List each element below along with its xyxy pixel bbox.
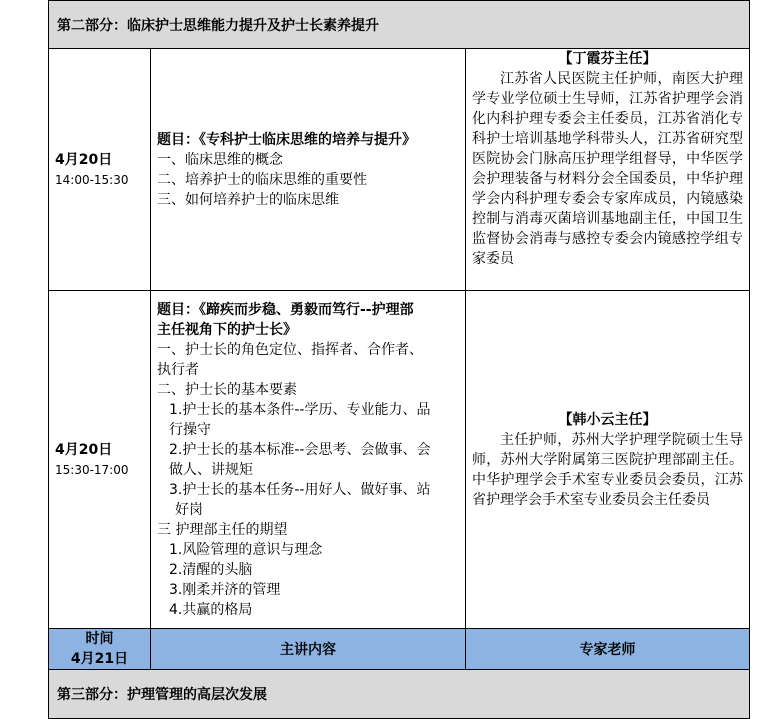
outline-subitem: 行操守 [169,421,211,438]
content-header-cell [151,629,466,670]
header-date: 4月21日 [70,651,129,667]
expert-cell [466,291,750,629]
session-title: 题目：《专科护士临床思维的培养与提升》 [157,131,416,148]
outline-subitem: 1.护士长的基本条件--学历、专业能力、品 [169,401,431,418]
outline-item: 一、临床思维的概念 [157,151,283,168]
session-title-line: 主任视角下的护士长》 [157,321,297,338]
schedule-table [48,0,750,719]
session-content-cell [151,49,466,291]
expert-cell [466,49,750,291]
outline-item: 三、如何培养护士的临床思维 [157,191,339,208]
section-title: 第二部分：临床护士思维能力提升及护士长素养提升 [57,17,379,34]
outline-subitem: 4.共赢的格局 [169,601,253,618]
session-date: 4月20日 [55,441,113,458]
table-row [49,291,750,629]
outline-subitem: 2.清醒的头脑 [169,561,253,578]
outline-subitem: 3.护士长的基本任务--用好人、做好事、站 [169,481,431,498]
expert-bio: 江苏省人民医院主任护师，南医大护理学专业学位硕士生导师，江苏省护理学会消化内科护理专委会主任委员，江苏省消化专科护士培训基地学科带头人，江苏省研究型医院协会门脉高压护理学组督导，中华医学会护理装备与材料分会全国委员，中华护理学会内科护理专委会专家库成员，内镜感染控制与消毒灭菌培训基地副主任，中国卫生监督协会消毒与感控专委会内镜感控学组专家委员 [472,71,744,267]
table-row [49,49,750,291]
outline-item: 执行者 [157,361,199,378]
session-time-cell [49,291,151,629]
session-time-cell [49,49,151,291]
schedule-sheet [48,0,749,716]
session-date: 4月20日 [55,151,113,168]
expert-bio: 主任护师，苏州大学护理学院硕士生导师，苏州大学附属第三医院护理部副主任。中华护理学会手术室专业委员会委员，江苏省护理学会手术室专业委员会主任委员 [472,431,744,508]
expert-name: 【韩小云主任】 [558,411,657,428]
session-time: 15:30-17:00 [55,462,129,477]
outline-subitem: 1.风险管理的意识与理念 [169,541,323,558]
outline-item: 一、护士长的角色定位、指挥者、合作者、 [157,341,423,358]
time-label: 时间 [85,631,114,647]
expert-name: 【丁霞芬主任】 [558,51,657,67]
expert-header-cell [466,629,750,670]
outline-subitem: 做人、讲规矩 [169,461,253,478]
outline-item: 二、培养护士的临床思维的重要性 [157,171,367,188]
outline-item: 二、护士长的基本要素 [157,381,297,398]
expert-label: 专家老师 [579,642,636,658]
section-title: 第三部分：护理管理的高层次发展 [57,687,267,703]
outline-item: 三 护理部主任的期望 [157,521,288,538]
section-header-part2 [49,1,750,49]
outline-subitem: 3.刚柔并济的管理 [169,581,281,598]
section-header-part3 [49,670,750,719]
session-title-line: 题目：《蹄疾而步稳、勇毅而笃行--护理部 [157,301,414,318]
outline-subitem: 2.护士长的基本标准--会思考、会做事、会 [169,441,431,458]
session-content-cell [151,291,466,629]
time-header-cell [49,629,151,670]
content-label: 主讲内容 [280,642,336,658]
column-header-row [49,629,750,670]
session-time: 14:00-15:30 [55,172,129,187]
outline-subitem: 好岗 [175,501,203,518]
